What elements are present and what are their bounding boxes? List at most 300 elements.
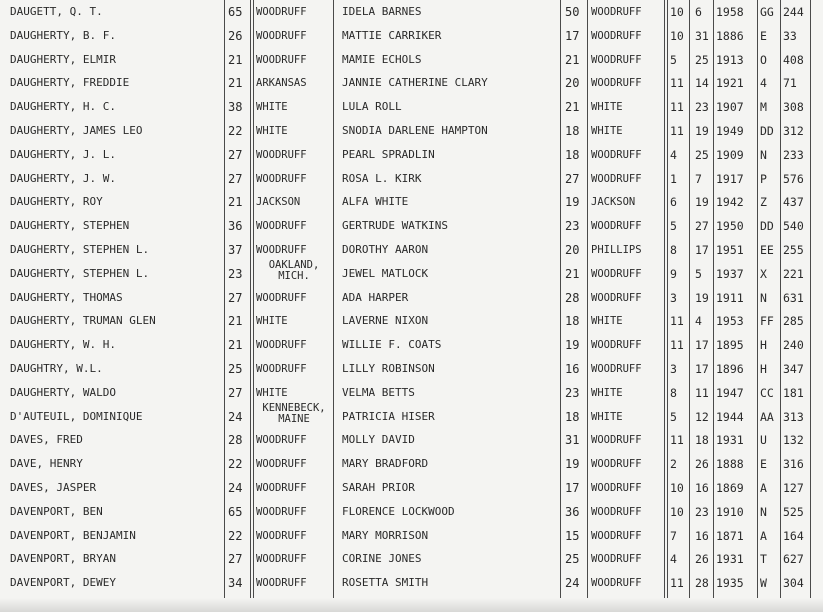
- record-page: 316: [783, 457, 804, 472]
- marriage-year: 1951: [716, 243, 744, 257]
- groom-age: 23: [228, 266, 243, 281]
- groom-age: 27: [228, 290, 243, 305]
- record-row: [0, 119, 823, 143]
- groom-name: DAUGHERTY, STEPHEN L.: [10, 243, 150, 256]
- bride-age: 24: [565, 576, 580, 591]
- groom-age: 22: [228, 528, 243, 543]
- groom-residence: WOODRUFF: [256, 482, 307, 494]
- groom-residence: WOODRUFF: [256, 291, 307, 304]
- groom-age: 25: [228, 362, 243, 376]
- groom-residence: WOODRUFF: [256, 577, 307, 590]
- marriage-month: 11: [670, 124, 684, 138]
- bride-age: 19: [565, 457, 580, 472]
- marriage-year: 1886: [716, 28, 744, 43]
- marriage-day: 7: [695, 171, 702, 186]
- marriage-day: 16: [695, 481, 709, 495]
- record-page: 627: [783, 552, 804, 567]
- record-page: 181: [783, 385, 804, 400]
- bride-residence: WOODRUFF: [591, 220, 642, 233]
- groom-residence: WOODRUFF: [256, 434, 307, 447]
- marriage-day: 28: [695, 576, 709, 591]
- marriage-month: 5: [670, 52, 677, 67]
- record-row: [0, 357, 823, 381]
- bride-residence: WOODRUFF: [591, 505, 642, 518]
- groom-residence: OAKLAND, MICH.: [268, 258, 320, 282]
- marriage-year: 1871: [716, 528, 744, 543]
- marriage-day: 17: [695, 338, 709, 353]
- bride-age: 18: [565, 147, 580, 162]
- record-row: [0, 428, 823, 452]
- groom-name: DAVE, HENRY: [10, 457, 83, 471]
- record-row: [0, 71, 823, 95]
- record-page: 525: [783, 504, 804, 519]
- record-page: 255: [783, 243, 804, 257]
- record-book: A: [760, 481, 767, 495]
- bride-residence: JACKSON: [591, 196, 636, 209]
- bride-residence: WHITE: [591, 101, 623, 114]
- marriage-year: 1896: [716, 362, 744, 376]
- bride-age: 25: [565, 552, 580, 567]
- record-page: 33: [783, 28, 797, 43]
- marriage-year: 1921: [716, 76, 744, 91]
- record-page: 244: [783, 5, 804, 19]
- record-page: 540: [783, 219, 804, 234]
- marriage-year: 1942: [716, 195, 744, 210]
- marriage-day: 19: [695, 124, 709, 138]
- record-page: 71: [783, 76, 797, 91]
- record-row: [0, 95, 823, 119]
- groom-age: 22: [228, 124, 243, 138]
- record-row: [0, 143, 823, 167]
- record-book: M: [760, 100, 767, 115]
- record-book: U: [760, 433, 767, 448]
- bride-age: 21: [565, 100, 580, 115]
- groom-age: 24: [228, 409, 243, 424]
- bride-residence: WOODRUFF: [591, 339, 642, 352]
- groom-name: DAUGHERTY, TRUMAN GLEN: [10, 314, 156, 328]
- groom-residence: WOODRUFF: [256, 6, 307, 18]
- record-book: X: [760, 266, 767, 281]
- groom-name: DAUGHERTY, W. H.: [10, 338, 116, 352]
- bride-age: 21: [565, 52, 580, 67]
- marriage-day: 5: [695, 266, 702, 281]
- marriage-day: 19: [695, 195, 709, 210]
- groom-name: DAVENPORT, BRYAN: [10, 552, 116, 566]
- marriage-month: 8: [670, 385, 677, 400]
- groom-residence: WOODRUFF: [256, 505, 307, 518]
- marriage-month: 11: [670, 338, 684, 353]
- scan-edge: [0, 598, 823, 612]
- record-book: A: [760, 528, 767, 543]
- record-row: [0, 309, 823, 333]
- groom-age: 28: [228, 433, 243, 448]
- groom-residence: WOODRUFF: [256, 148, 307, 161]
- marriage-day: 27: [695, 219, 709, 234]
- marriage-year: 1958: [716, 5, 744, 19]
- bride-age: 23: [565, 219, 580, 234]
- marriage-month: 10: [670, 481, 684, 495]
- record-page: 631: [783, 290, 804, 305]
- record-page: 233: [783, 147, 804, 162]
- bride-age: 20: [565, 243, 580, 257]
- bride-name: LILLY ROBINSON: [342, 362, 435, 375]
- groom-name: DAUGHERTY, ELMIR: [10, 52, 116, 66]
- record-book: H: [760, 362, 767, 376]
- record-book: N: [760, 504, 767, 519]
- bride-residence: WOODRUFF: [591, 148, 642, 161]
- record-page: 132: [783, 433, 804, 448]
- groom-age: 26: [228, 28, 243, 43]
- bride-name: DOROTHY AARON: [342, 243, 429, 256]
- marriage-day: 25: [695, 52, 709, 67]
- groom-residence: WOODRUFF: [256, 244, 307, 256]
- marriage-day: 4: [695, 314, 702, 329]
- record-book: N: [760, 147, 767, 162]
- bride-residence: WOODRUFF: [591, 553, 642, 566]
- record-book: FF: [760, 314, 774, 329]
- bride-age: 19: [565, 195, 580, 210]
- bride-residence: WOODRUFF: [591, 267, 642, 280]
- marriage-day: 14: [695, 76, 709, 91]
- marriage-year: 1917: [716, 171, 744, 186]
- bride-name: VELMA BETTS: [342, 385, 415, 399]
- record-row: [0, 258, 823, 286]
- record-page: 313: [783, 409, 804, 424]
- groom-residence: WOODRUFF: [256, 339, 307, 352]
- groom-age: 24: [228, 481, 243, 495]
- groom-name: DAUGHERTY, H. C.: [10, 100, 116, 114]
- groom-name: DAUGHERTY, B. F.: [10, 28, 116, 42]
- bride-name: GERTRUDE WATKINS: [342, 219, 448, 233]
- record-book: 4: [760, 76, 767, 91]
- groom-name: DAUGHERTY, JAMES LEO: [10, 124, 143, 137]
- groom-residence: WHITE: [256, 125, 288, 137]
- marriage-year: 1949: [716, 124, 744, 138]
- marriage-day: 11: [695, 385, 709, 400]
- marriage-day: 12: [695, 409, 709, 424]
- bride-age: 16: [565, 362, 580, 376]
- bride-name: PEARL SPRADLIN: [342, 147, 435, 161]
- groom-name: DAUGHERTY, WALDO: [10, 385, 116, 399]
- bride-age: 27: [565, 171, 580, 186]
- bride-residence: WOODRUFF: [591, 458, 642, 471]
- bride-residence: WOODRUFF: [591, 577, 642, 590]
- marriage-month: 8: [670, 243, 677, 257]
- bride-name: JANNIE CATHERINE CLARY: [342, 76, 488, 90]
- marriage-day: 31: [695, 28, 709, 43]
- marriage-month: 9: [670, 266, 677, 281]
- record-book: DD: [760, 219, 774, 234]
- record-row: [0, 571, 823, 595]
- groom-age: 21: [228, 76, 243, 91]
- record-row: [0, 24, 823, 48]
- groom-age: 27: [228, 552, 243, 567]
- groom-name: DAVES, JASPER: [10, 481, 97, 494]
- bride-residence: WOODRUFF: [591, 53, 642, 66]
- groom-age: 21: [228, 314, 243, 329]
- record-book: E: [760, 28, 767, 43]
- groom-name: DAUGHERTY, THOMAS: [10, 290, 123, 304]
- record-book: AA: [760, 409, 774, 424]
- record-row: [0, 0, 823, 24]
- record-row: [0, 381, 823, 405]
- bride-residence: WOODRUFF: [591, 77, 642, 90]
- groom-age: 37: [228, 243, 243, 257]
- marriage-year: 1950: [716, 219, 744, 234]
- bride-name: MAMIE ECHOLS: [342, 52, 422, 66]
- bride-residence: WOODRUFF: [591, 6, 642, 18]
- marriage-day: 26: [695, 552, 709, 567]
- groom-name: DAVES, FRED: [10, 433, 83, 447]
- bride-age: 21: [565, 266, 580, 281]
- marriage-day: 23: [695, 504, 709, 519]
- record-row: [0, 547, 823, 571]
- record-row: [0, 333, 823, 357]
- bride-age: 19: [565, 338, 580, 353]
- record-page: 221: [783, 266, 804, 281]
- record-page: 240: [783, 338, 804, 353]
- marriage-day: 26: [695, 457, 709, 472]
- marriage-month: 7: [670, 528, 677, 543]
- marriage-month: 10: [670, 504, 684, 519]
- groom-residence: WOODRUFF: [256, 172, 307, 185]
- groom-name: DAUGHTRY, W.L.: [10, 362, 103, 375]
- record-book: EE: [760, 243, 774, 257]
- record-row: [0, 500, 823, 524]
- bride-name: SNODIA DARLENE HAMPTON: [342, 124, 488, 137]
- marriage-year: 1931: [716, 433, 744, 448]
- bride-age: 36: [565, 504, 580, 519]
- marriage-day: 6: [695, 5, 702, 19]
- groom-name: D'AUTEUIL, DOMINIQUE: [10, 409, 143, 423]
- groom-name: DAVENPORT, DEWEY: [10, 576, 116, 590]
- groom-age: 34: [228, 576, 243, 591]
- bride-residence: WHITE: [591, 315, 623, 328]
- groom-name: DAUGHERTY, STEPHEN L.: [10, 266, 150, 280]
- record-page: 576: [783, 171, 804, 186]
- marriage-year: 1913: [716, 52, 744, 67]
- bride-residence: WOODRUFF: [591, 291, 642, 304]
- record-page: 312: [783, 124, 804, 138]
- bride-age: 18: [565, 124, 580, 138]
- bride-name: MARY BRADFORD: [342, 457, 429, 471]
- groom-residence: WOODRUFF: [256, 53, 307, 66]
- groom-residence: JACKSON: [256, 196, 301, 209]
- marriage-month: 4: [670, 147, 677, 162]
- bride-name: ROSETTA SMITH: [342, 576, 429, 590]
- groom-age: 36: [228, 219, 243, 234]
- marriage-year: 1935: [716, 576, 744, 591]
- groom-age: 65: [228, 5, 243, 19]
- bride-residence: PHILLIPS: [591, 244, 642, 256]
- groom-age: 22: [228, 457, 243, 472]
- record-row: [0, 452, 823, 476]
- marriage-month: 1: [670, 171, 677, 186]
- groom-name: DAUGHERTY, FREDDIE: [10, 76, 130, 90]
- groom-age: 21: [228, 338, 243, 353]
- bride-residence: WHITE: [591, 386, 623, 399]
- bride-name: PATRICIA HISER: [342, 409, 435, 423]
- groom-residence: WHITE: [256, 315, 288, 328]
- bride-name: IDELA BARNES: [342, 5, 422, 18]
- record-page: 285: [783, 314, 804, 329]
- bride-residence: WOODRUFF: [591, 434, 642, 447]
- record-book: Z: [760, 195, 767, 210]
- marriage-year: 1869: [716, 481, 744, 495]
- bride-age: 17: [565, 28, 580, 43]
- groom-name: DAUGHERTY, J. L.: [10, 147, 116, 161]
- marriage-month: 2: [670, 457, 677, 472]
- bride-age: 18: [565, 409, 580, 424]
- record-book: H: [760, 338, 767, 353]
- groom-age: 27: [228, 147, 243, 162]
- marriage-month: 3: [670, 290, 677, 305]
- groom-age: 38: [228, 100, 243, 115]
- record-book: CC: [760, 385, 774, 400]
- groom-residence: WOODRUFF: [256, 363, 307, 375]
- record-row: [0, 167, 823, 191]
- record-row: [0, 238, 823, 262]
- marriage-day: 25: [695, 147, 709, 162]
- record-page: 127: [783, 481, 804, 495]
- bride-name: MATTIE CARRIKER: [342, 28, 442, 42]
- bride-name: SARAH PRIOR: [342, 481, 415, 494]
- marriage-month: 10: [670, 28, 684, 43]
- record-page: 304: [783, 576, 804, 591]
- record-page: 347: [783, 362, 804, 376]
- marriage-month: 11: [670, 314, 684, 329]
- record-book: DD: [760, 124, 774, 138]
- groom-age: 21: [228, 52, 243, 67]
- marriage-month: 10: [670, 5, 684, 19]
- marriage-year: 1931: [716, 552, 744, 567]
- record-row: [0, 48, 823, 72]
- marriage-month: 11: [670, 433, 684, 448]
- bride-age: 15: [565, 528, 580, 543]
- record-book: O: [760, 52, 767, 67]
- bride-residence: WOODRUFF: [591, 482, 642, 494]
- groom-residence: WOODRUFF: [256, 529, 307, 542]
- marriage-year: 1953: [716, 314, 744, 329]
- bride-age: 31: [565, 433, 580, 448]
- marriage-year: 1944: [716, 409, 744, 424]
- marriage-day: 17: [695, 243, 709, 257]
- bride-name: ALFA WHITE: [342, 195, 409, 209]
- record-book: W: [760, 576, 767, 591]
- bride-name: CORINE JONES: [342, 552, 422, 566]
- groom-residence: WOODRUFF: [256, 29, 307, 42]
- bride-name: JEWEL MATLOCK: [342, 266, 429, 280]
- record-book: P: [760, 171, 767, 186]
- bride-name: FLORENCE LOCKWOOD: [342, 504, 455, 518]
- groom-name: DAUGHERTY, ROY: [10, 195, 103, 209]
- groom-residence: WOODRUFF: [256, 220, 307, 233]
- groom-name: DAUGHERTY, J. W.: [10, 171, 116, 185]
- bride-name: WILLIE F. COATS: [342, 338, 442, 352]
- bride-name: MARY MORRISON: [342, 528, 429, 542]
- groom-age: 21: [228, 195, 243, 210]
- marriage-day: 16: [695, 528, 709, 543]
- marriage-year: 1937: [716, 266, 744, 281]
- marriage-month: 11: [670, 76, 684, 91]
- marriage-month: 11: [670, 576, 684, 591]
- groom-name: DAVENPORT, BEN: [10, 504, 103, 518]
- groom-name: DAUGHERTY, STEPHEN: [10, 219, 130, 233]
- marriage-month: 5: [670, 219, 677, 234]
- groom-residence: ARKANSAS: [256, 77, 307, 90]
- record-row: [0, 401, 823, 429]
- groom-residence: WOODRUFF: [256, 458, 307, 471]
- bride-residence: WHITE: [591, 125, 623, 137]
- groom-age: 27: [228, 385, 243, 400]
- marriage-year: 1888: [716, 457, 744, 472]
- marriage-year: 1911: [716, 290, 744, 305]
- record-row: [0, 190, 823, 214]
- bride-age: 20: [565, 76, 580, 91]
- record-page: 437: [783, 195, 804, 210]
- bride-residence: WHITE: [591, 410, 623, 423]
- marriage-year: 1910: [716, 504, 744, 519]
- marriage-month: 6: [670, 195, 677, 210]
- record-row: [0, 524, 823, 548]
- bride-residence: WOODRUFF: [591, 29, 642, 42]
- record-page: 308: [783, 100, 804, 115]
- groom-residence: WHITE: [256, 101, 288, 114]
- bride-residence: WOODRUFF: [591, 529, 642, 542]
- marriage-month: 4: [670, 552, 677, 567]
- groom-residence: WHITE: [256, 386, 288, 399]
- marriage-day: 17: [695, 362, 709, 376]
- bride-name: ROSA L. KIRK: [342, 171, 422, 185]
- bride-name: MOLLY DAVID: [342, 433, 415, 447]
- bride-age: 50: [565, 5, 580, 19]
- bride-age: 23: [565, 385, 580, 400]
- marriage-month: 5: [670, 409, 677, 424]
- bride-name: LULA ROLL: [342, 100, 402, 114]
- record-book: T: [760, 552, 767, 567]
- groom-residence: WOODRUFF: [256, 553, 307, 566]
- record-book: E: [760, 457, 767, 472]
- bride-residence: WOODRUFF: [591, 363, 642, 375]
- marriage-year: 1907: [716, 100, 744, 115]
- marriage-day: 19: [695, 290, 709, 305]
- record-page: 408: [783, 52, 804, 67]
- record-row: [0, 214, 823, 238]
- marriage-day: 23: [695, 100, 709, 115]
- marriage-month: 3: [670, 362, 677, 376]
- bride-name: ADA HARPER: [342, 290, 409, 304]
- marriage-month: 11: [670, 100, 684, 115]
- bride-age: 17: [565, 481, 580, 495]
- record-book: N: [760, 290, 767, 305]
- record-row: [0, 286, 823, 310]
- groom-name: DAUGETT, Q. T.: [10, 5, 103, 18]
- bride-name: LAVERNE NIXON: [342, 314, 429, 328]
- bride-residence: WOODRUFF: [591, 172, 642, 185]
- groom-name: DAVENPORT, BENJAMIN: [10, 528, 136, 542]
- bride-age: 18: [565, 314, 580, 329]
- bride-age: 28: [565, 290, 580, 305]
- groom-age: 27: [228, 171, 243, 186]
- record-row: [0, 476, 823, 500]
- record-page: 164: [783, 528, 804, 543]
- marriage-year: 1895: [716, 338, 744, 353]
- groom-age: 65: [228, 504, 243, 519]
- marriage-day: 18: [695, 433, 709, 448]
- marriage-year: 1947: [716, 385, 744, 400]
- groom-residence: KENNEBECK, MAINE: [262, 401, 326, 425]
- marriage-year: 1909: [716, 147, 744, 162]
